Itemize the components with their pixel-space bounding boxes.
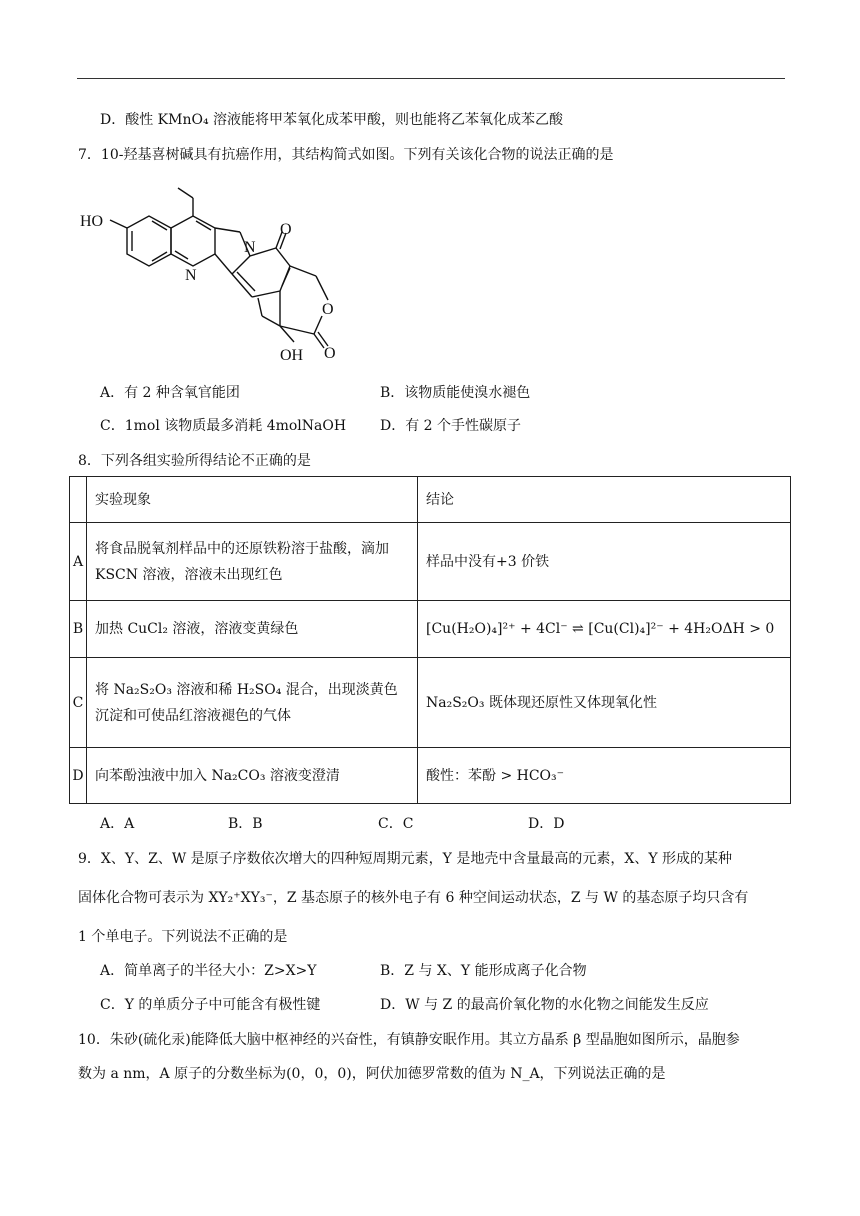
label-o-ring: O [322, 301, 334, 318]
q9-option-b: B．Z 与 X、Y 能形成离子化合物 [380, 963, 587, 979]
q9-option-c: C．Y 的单质分子中可能含有极性键 [100, 997, 321, 1013]
row-phenomenon: 将 Na₂S₂O₃ 溶液和稀 H₂SO₄ 混合，出现淡黄色沉淀和可使品红溶液褪色的气体 [87, 658, 418, 748]
table-row [70, 523, 791, 601]
label-o-lactone: O [324, 345, 336, 362]
label-oh: OH [280, 347, 304, 364]
label-n-pyridine: N [185, 267, 197, 284]
q10-stem-line1: 10．朱砂(硫化汞)能降低大脑中枢神经的兴奋性，有镇静安眠作用。其立方晶系 β 型晶胞如图所示，晶胞参 [78, 1032, 740, 1048]
q7-option-a: A．有 2 种含氧官能团 [100, 385, 240, 401]
q7-option-c: C．1mol 该物质最多消耗 4molNaOH [100, 418, 347, 434]
q8-option-b: B．B [228, 816, 263, 832]
label-ho: HO [80, 213, 104, 230]
row-label: B [70, 601, 87, 658]
row-conclusion: [Cu(H₂O)₄]²⁺ + 4Cl⁻ ⇌ [Cu(Cl)₄]²⁻ + 4H₂OΔH > 0 [418, 601, 791, 658]
q8-option-c: C．C [378, 816, 414, 832]
q10-stem-line2: 数为 a nm，A 原子的分数坐标为(0，0，0)，阿伏加德罗常数的值为 N_A，下列说法正确的是 [78, 1066, 666, 1082]
table-header-phenomenon: 实验现象 [87, 477, 418, 523]
camptothecin-structure [72, 176, 372, 372]
q9-option-a: A．简单离子的半径大小：Z>X>Y [100, 963, 317, 979]
table-header-row [70, 477, 791, 523]
label-n-ring: N [244, 239, 256, 256]
table-row [70, 601, 791, 658]
row-label: C [70, 658, 87, 748]
header-rule [77, 78, 785, 79]
experiment-table [69, 476, 791, 804]
row-conclusion: Na₂S₂O₃ 既体现还原性又体现氧化性 [418, 658, 791, 748]
table-header-conclusion: 结论 [418, 477, 791, 523]
q7-option-d: D．有 2 个手性碳原子 [380, 418, 522, 434]
row-phenomenon: 将食品脱氧剂样品中的还原铁粉溶于盐酸，滴加 KSCN 溶液，溶液未出现红色 [87, 523, 418, 601]
table-row [70, 748, 791, 804]
row-phenomenon: 加热 CuCl₂ 溶液，溶液变黄绿色 [87, 601, 418, 658]
row-conclusion: 样品中没有+3 价铁 [418, 523, 791, 601]
label-o-ketone: O [280, 221, 292, 238]
row-conclusion: 酸性：苯酚 > HCO₃⁻ [418, 748, 791, 804]
row-label: A [70, 523, 87, 601]
q9-stem-line2: 固体化合物可表示为 XY₂⁺XY₃⁻，Z 基态原子的核外电子有 6 种空间运动状态，Z 与 W 的基态原子均只含有 [78, 890, 749, 906]
q9-option-d: D．W 与 Z 的最高价氧化物的水化物之间能发生反应 [380, 997, 709, 1013]
table-header-blank [70, 477, 87, 523]
q7-option-b: B．该物质能使溴水褪色 [380, 385, 531, 401]
row-label: D [70, 748, 87, 804]
table-row [70, 658, 791, 748]
q8-option-a: A．A [100, 816, 135, 832]
row-phenomenon: 向苯酚浊液中加入 Na₂CO₃ 溶液变澄清 [87, 748, 418, 804]
q8-stem: 8．下列各组实验所得结论不正确的是 [78, 453, 311, 469]
q9-stem-line3: 1 个单电子。下列说法不正确的是 [78, 929, 288, 945]
q9-stem-line1: 9．X、Y、Z、W 是原子序数依次增大的四种短周期元素，Y 是地壳中含量最高的元素，X、Y 形成的某种 [78, 851, 733, 867]
q7-stem: 7．10-羟基喜树碱具有抗癌作用，其结构简式如图。下列有关该化合物的说法正确的是 [78, 147, 614, 163]
q8-option-d: D．D [528, 816, 565, 832]
q6-option-d: D．酸性 KMnO₄ 溶液能将甲苯氧化成苯甲酸，则也能将乙苯氧化成苯乙酸 [100, 112, 564, 128]
